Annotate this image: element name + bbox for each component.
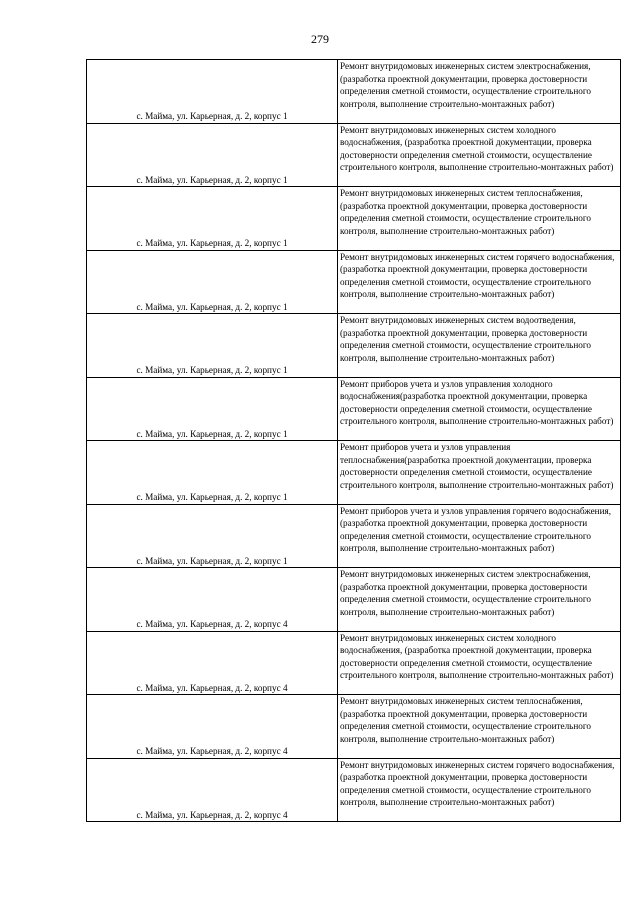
work-description-cell [338,568,621,632]
table-row [87,123,621,187]
table-row [87,758,621,822]
address-cell: с. Майма, ул. Карьерная, д. 2, корпус 4 [87,568,338,632]
work-description-cell [338,250,621,314]
address-cell: с. Майма, ул. Карьерная, д. 2, корпус 1 [87,250,338,314]
address-cell: с. Майма, ул. Карьерная, д. 2, корпус 4 [87,758,338,822]
address-cell: с. Майма, ул. Карьерная, д. 2, корпус 1 [87,187,338,251]
table-row [87,504,621,568]
address-cell: с. Майма, ул. Карьерная, д. 2, корпус 1 [87,123,338,187]
work-description: Ремонт внутридомовых инженерных систем водоотведения, (разработка проектной документации, проверка достоверности определения сметной стоимости, осуществление строительного контроля, выполнение строительно-монтажных работ) [340,315,592,363]
work-description: Ремонт внутридомовых инженерных систем холодного водоснабжения, (разработка проектной документации, проверка достоверности определения сметной стоимости, осуществление строительного контроля, выполнение строительно-монтажных работ) [340,124,614,172]
work-description-cell [338,314,621,378]
work-description-cell [338,187,621,251]
table-row [87,60,621,124]
work-description: Ремонт внутридомовых инженерных систем электроснабжения, (разработка проектной документации, проверка достоверности определения сметной стоимости, осуществление строительного контроля, выполнение строительно-монтажных работ) [340,61,592,109]
work-description: Ремонт внутридомовых инженерных систем холодного водоснабжения, (разработка проектной документации, проверка достоверности определения сметной стоимости, осуществление строительного контроля, выполнение строительно-монтажных работ) [340,632,614,680]
work-description-cell [338,123,621,187]
address-cell: с. Майма, ул. Карьерная, д. 2, корпус 1 [87,314,338,378]
table-row [87,314,621,378]
page-number: 279 [311,32,329,46]
address-cell: с. Майма, ул. Карьерная, д. 2, корпус 4 [87,631,338,695]
table-row [87,377,621,441]
table-row [87,187,621,251]
works-table-body [87,60,621,822]
address-cell: с. Майма, ул. Карьерная, д. 2, корпус 4 [87,695,338,759]
work-description: Ремонт приборов учета и узлов управления холодного водоснабжения(разработка проектной документации, проверка достоверности определения сметной стоимости, осуществление строительного контроля, выполнение строительно-монтажных работ) [340,378,614,426]
work-description: Ремонт внутридомовых инженерных систем горячего водоснабжения, (разработка проектной документации, проверка достоверности определения сметной стоимости, осуществление строительного контроля, выполнение строительно-монтажных работ) [340,251,615,299]
table-row [87,568,621,632]
work-description: Ремонт внутридомовых инженерных систем теплоснабжения, (разработка проектной документации, проверка достоверности определения сметной стоимости, осуществление строительного контроля, выполнение строительно-монтажных работ) [340,696,592,744]
address-cell: с. Майма, ул. Карьерная, д. 2, корпус 1 [87,504,338,568]
table-row [87,631,621,695]
address-cell: с. Майма, ул. Карьерная, д. 2, корпус 1 [87,60,338,124]
work-description-cell [338,504,621,568]
work-description-cell [338,695,621,759]
work-description: Ремонт внутридомовых инженерных систем электроснабжения, (разработка проектной документации, проверка достоверности определения сметной стоимости, осуществление строительного контроля, выполнение строительно-монтажных работ) [340,569,592,617]
address-cell: с. Майма, ул. Карьерная, д. 2, корпус 1 [87,441,338,505]
work-description-cell [338,377,621,441]
table-row [87,441,621,505]
work-description-cell [338,60,621,124]
work-description: Ремонт приборов учета и узлов управления теплоснабжения(разработка проектной документации, проверка достоверности определения сметной стоимости, осуществление строительного контроля, выполнение строительно-монтажных работ) [340,442,614,490]
work-description-cell [338,631,621,695]
work-description: Ремонт приборов учета и узлов управления горячего водоснабжения, (разработка проектной документации, проверка достоверности определения сметной стоимости, осуществление строительного контроля, выполнение строительно-монтажных работ) [340,505,612,553]
works-table [86,59,621,822]
work-description: Ремонт внутридомовых инженерных систем теплоснабжения, (разработка проектной документации, проверка достоверности определения сметной стоимости, осуществление строительного контроля, выполнение строительно-монтажных работ) [340,188,592,236]
table-row [87,695,621,759]
table-row [87,250,621,314]
address-cell: с. Майма, ул. Карьерная, д. 2, корпус 1 [87,377,338,441]
work-description-cell [338,758,621,822]
work-description-cell [338,441,621,505]
work-description: Ремонт внутридомовых инженерных систем горячего водоснабжения, (разработка проектной документации, проверка достоверности определения сметной стоимости, осуществление строительного контроля, выполнение строительно-монтажных работ) [340,759,615,807]
